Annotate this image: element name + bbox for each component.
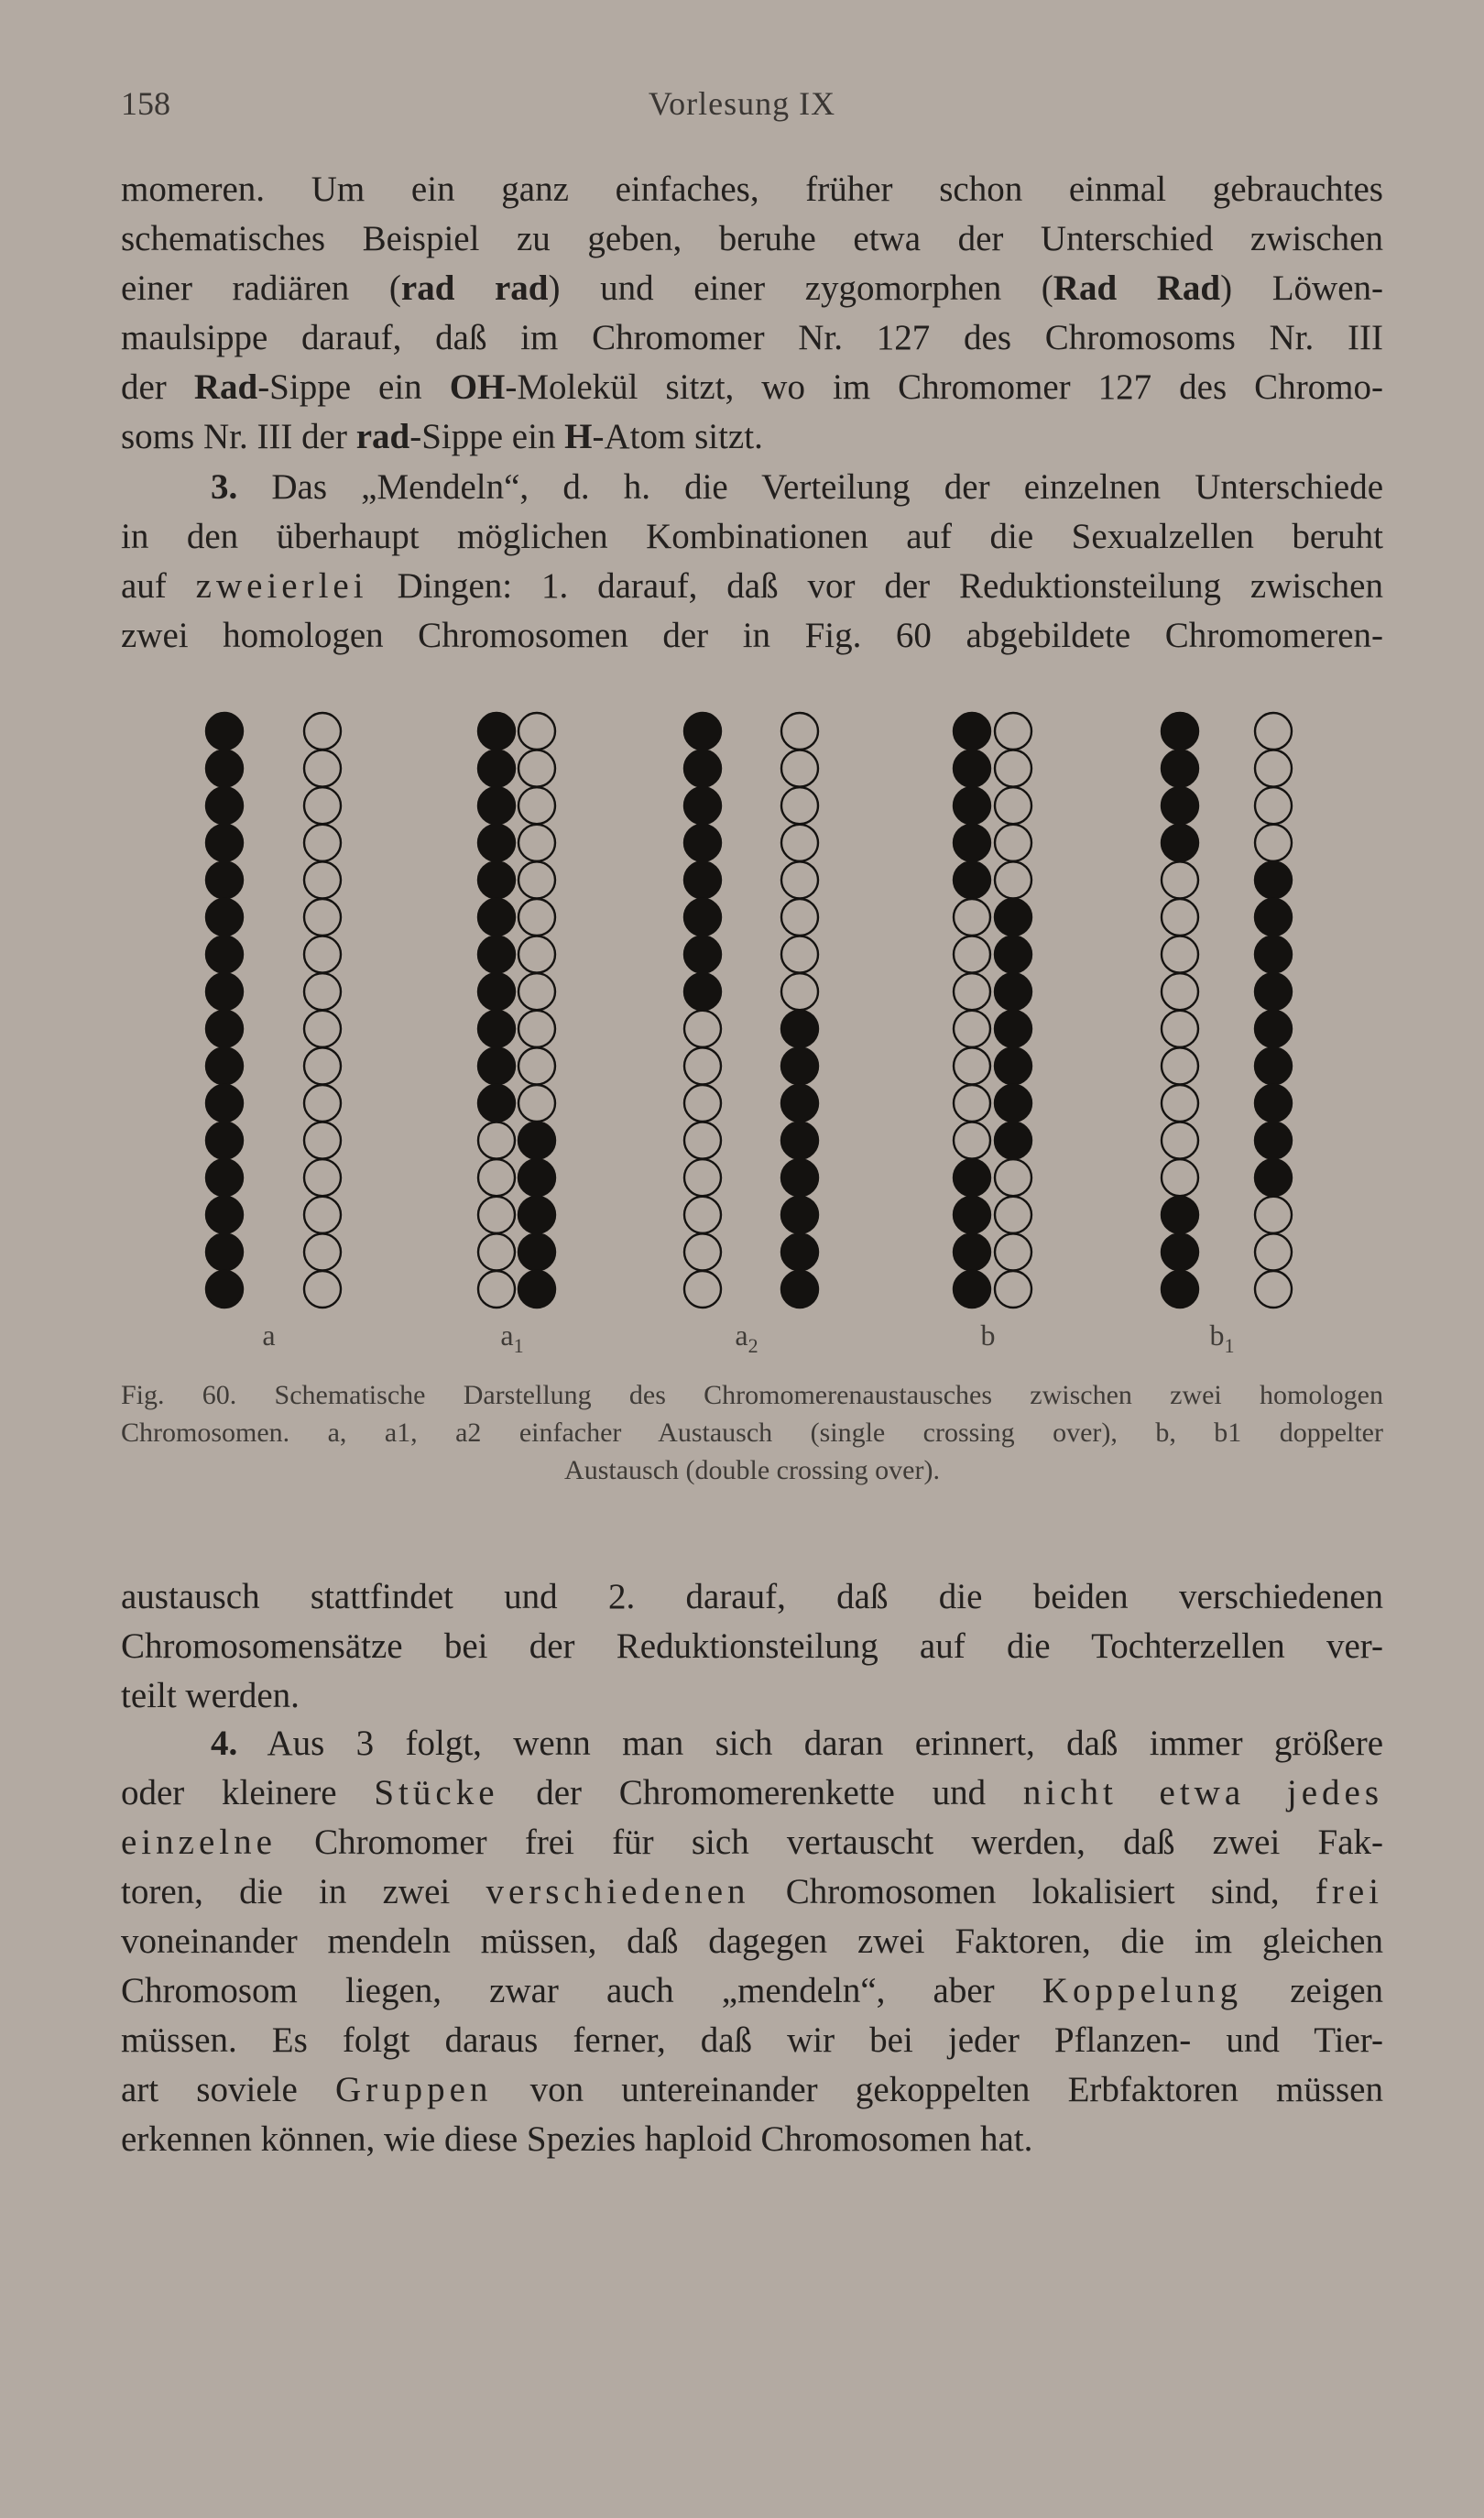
chromomere-white [304,1011,341,1047]
chromomere-black [684,973,721,1010]
pair-label: $a_1$ [500,1319,524,1357]
chromomere-black [1255,1047,1292,1084]
chromomere-white [1162,1011,1198,1047]
chromomere-black [684,787,721,824]
text-line: austausch stattfindet und 2. darauf, daß die beiden verschiedenen [121,1577,1383,1616]
chromomere-black [206,1197,243,1233]
chromomere-white [304,973,341,1010]
chromomere-white [518,899,555,936]
chromomere-white [304,861,341,898]
chromomere-black [1255,899,1292,936]
chromomere-black [954,787,990,824]
chromomere-white [1162,1085,1198,1122]
chromomere-white [1255,1233,1292,1270]
chromomere-white [1255,787,1292,824]
chromomere-white [1162,1159,1198,1196]
chromomere-black [518,1159,555,1196]
text-line: maulsippe darauf, daß im Chromomer Nr. 127 des Chromosoms Nr. III [121,318,1383,357]
chromomere-white [684,1122,721,1159]
chromomere-black [1255,1011,1292,1047]
chromomere-black [206,1159,243,1196]
text-line: einer radiären (rad rad) und einer zygomorphen (Rad Rad) Löwen- [121,268,1384,308]
chromomere-black [206,936,243,973]
chromomere-black [206,1085,243,1122]
chromomere-black [206,1011,243,1047]
chromomere-black [1162,825,1198,861]
chromomere-black [995,1085,1031,1122]
chromomere-white [304,1085,341,1122]
chromomere-white [304,1122,341,1159]
chromomere-black [1255,1122,1292,1159]
text-line: Chromosomensätze bei der Reduktionsteilung auf die Tochterzellen ver- [121,1626,1383,1666]
chromomere-white [518,1047,555,1084]
chromomere-white [781,973,818,1010]
chromomere-white [478,1197,515,1233]
page-number: 158 [121,85,170,122]
chromomere-white [781,825,818,861]
chromomere-black [954,1271,990,1308]
chromomere-black [995,899,1031,936]
chromomere-black [781,1233,818,1270]
chromomere-white [304,713,341,750]
text-line: müssen. Es folgt daraus ferner, daß wir bei jeder Pflanzen- und Tier- [121,2020,1383,2060]
chromomere-black [478,1085,515,1122]
chromomere-white [518,936,555,973]
chromomere-black [478,825,515,861]
caption-line: Austausch (double crossing over). [564,1455,940,1485]
chromomere-black [954,861,990,898]
pair-label: a [262,1319,276,1352]
chromomere-black [781,1047,818,1084]
chromomere-black [781,1011,818,1047]
chromosome-pair-b [954,713,1031,1308]
chromomere-black [1162,750,1198,787]
text-line: zwei homologen Chromosomen der in Fig. 60 abgebildete Chromomeren- [121,616,1383,655]
text-line: schematisches Beispiel zu geben, beruhe etwa der Unterschied zwischen [121,219,1383,258]
chromomere-black [1162,1197,1198,1233]
chromomere-white [1255,750,1292,787]
chromomere-black [684,936,721,973]
chromomere-white [684,1047,721,1084]
figure-number: Fig. 60. [121,1380,237,1410]
chromomere-white [684,1233,721,1270]
chromosome-pair-b1 [1162,713,1292,1308]
chromomere-black [206,787,243,824]
chromomere-black [995,1122,1031,1159]
chromomere-black [478,750,515,787]
chromomere-black [206,713,243,750]
chromomere-white [781,861,818,898]
chromomere-black [518,1233,555,1270]
chromomere-black [478,973,515,1010]
chromomere-black [478,787,515,824]
chromomere-white [1255,825,1292,861]
text-line: 3. Das „Mendeln“, d. h. die Verteilung der einzelnen Unterschiede [211,467,1383,507]
chromomere-white [478,1233,515,1270]
pair-label: b [980,1319,996,1352]
paragraph-4 [121,1719,1383,2164]
chromomere-white [518,973,555,1010]
chromomere-white [304,1047,341,1084]
chromomere-white [304,1159,341,1196]
chromomere-white [478,1122,515,1159]
chromomere-white [518,750,555,787]
chromomere-white [478,1159,515,1196]
chromomere-black [954,1159,990,1196]
chromomere-white [684,1197,721,1233]
chromomere-white [995,1159,1031,1196]
chromomere-black [995,1011,1031,1047]
chromomere-black [1255,973,1292,1010]
chromomere-white [781,787,818,824]
text-line: momeren. Um ein ganz einfaches, früher schon einmal gebrauchtes [121,170,1383,209]
chromomere-black [954,750,990,787]
chromomere-black [478,713,515,750]
chromomere-white [304,1233,341,1270]
chromomere-white [954,899,990,936]
chromomere-white [518,1085,555,1122]
chromomere-white [478,1271,515,1308]
text-line: Chromosom liegen, zwar auch „mendeln“, aber Koppelung zeigen [121,1971,1383,2010]
chromomere-white [1255,1271,1292,1308]
chromomere-white [781,750,818,787]
chromomere-white [954,1085,990,1122]
chromomere-black [1255,1159,1292,1196]
chromomere-white [954,973,990,1010]
chromomere-white [684,1011,721,1047]
chromomere-white [1255,1197,1292,1233]
chromomere-black [206,973,243,1010]
chromomere-black [781,1197,818,1233]
chromomere-black [781,1085,818,1122]
chromomere-white [954,936,990,973]
chromomere-black [1162,787,1198,824]
chromomere-white [954,1122,990,1159]
chromomere-black [478,1011,515,1047]
running-title: Vorlesung IX [648,85,836,122]
chromomere-black [684,825,721,861]
chromosome-pair-a2 [684,713,818,1308]
chromomere-white [684,1159,721,1196]
chromomere-black [781,1159,818,1196]
chromomere-black [954,825,990,861]
chromomere-white [995,861,1031,898]
chromomere-white [304,899,341,936]
chromomere-white [781,899,818,936]
chromomere-white [954,1047,990,1084]
chromomere-black [206,1047,243,1084]
text-line: teilt werden. [121,1676,300,1715]
chromomere-white [1162,936,1198,973]
item-number: 3. [211,467,238,507]
chromomere-black [518,1122,555,1159]
chromomere-white [304,1271,341,1308]
chromomere-black [1162,713,1198,750]
caption-line: Fig. 60. Schematische Darstellung des Chromomerenaustausches zwischen zwei homologen [121,1380,1383,1410]
item-number: 4. [211,1724,238,1763]
paragraph-3 [121,1572,1383,1721]
chromomere-black [518,1197,555,1233]
chromomere-black [954,1197,990,1233]
chromomere-white [1162,973,1198,1010]
chromomere-white [1162,861,1198,898]
chromosome-pair-a [206,713,341,1308]
chromomere-black [478,899,515,936]
text-line: oder kleinere Stücke der Chromomerenkette und nicht etwa jedes [121,1773,1384,1812]
chromomere-black [518,1271,555,1308]
chromomere-white [1162,899,1198,936]
chromomere-white [781,936,818,973]
text-line: soms Nr. III der rad-Sippe ein H-Atom sitzt. [121,417,763,456]
chromomere-black [478,861,515,898]
pair-label: $b_1$ [1209,1319,1235,1357]
chromomere-black [995,936,1031,973]
chromomere-white [304,1197,341,1233]
chromomere-white [995,1197,1031,1233]
chromomere-white [995,787,1031,824]
chromomere-black [1162,1271,1198,1308]
chromomere-black [206,1233,243,1270]
chromomere-white [304,787,341,824]
chromomere-white [518,1011,555,1047]
chromomere-white [684,1271,721,1308]
chromomere-white [518,787,555,824]
text-line: in den überhaupt möglichen Kombinationen auf die Sexualzellen beruht [121,517,1383,556]
chromomere-black [206,750,243,787]
chromomere-black [995,973,1031,1010]
chromomere-white [304,825,341,861]
chromomere-white [518,861,555,898]
chromomere-black [684,899,721,936]
chromomere-black [1162,1233,1198,1270]
chromomere-white [1162,1122,1198,1159]
genotype-rad-rad: rad rad [400,268,549,308]
chromomere-white [304,750,341,787]
text-line: erkennen können, wie diese Spezies haploid Chromosomen hat. [121,2119,1033,2159]
chromomere-white [518,825,555,861]
figure-caption [121,1376,1383,1489]
caption-line: Chromosomen. a, a1, a2 einfacher Austausch (single crossing over), b, b1 doppelter [121,1418,1383,1448]
chromomere-white [995,1233,1031,1270]
text-line: auf zweierlei Dingen: 1. darauf, daß vor der Reduktionsteilung zwischen [121,566,1383,606]
text-line: der Rad-Sippe ein OH-Molekül sitzt, wo im Chromomer 127 des Chromo- [121,367,1383,407]
chromomere-black [206,861,243,898]
text-line: art soviele Gruppen von untereinander gekoppelten Erbfaktoren müssen [121,2070,1383,2109]
chromomere-black [1255,1085,1292,1122]
chromomere-white [995,750,1031,787]
chromomere-black [995,1047,1031,1084]
text-line: voneinander mendeln müssen, daß dagegen zwei Faktoren, die im gleichen [121,1921,1383,1961]
chromomere-black [478,1047,515,1084]
chromomere-white [1162,1047,1198,1084]
chromomere-white [954,1011,990,1047]
chromomere-black [684,713,721,750]
chromomere-white [995,713,1031,750]
chromomere-black [1255,861,1292,898]
chromomere-black [206,825,243,861]
chromomere-black [206,1271,243,1308]
text-line: 4. Aus 3 folgt, wenn man sich daran erinnert, daß immer größere [211,1724,1383,1763]
chromomere-white [304,936,341,973]
text-line: toren, die in zwei verschiedenen Chromosomen lokalisiert sind, frei [121,1872,1383,1911]
chromomere-white [1255,713,1292,750]
chromomere-white [684,1085,721,1122]
genotype-Rad-Rad: Rad Rad [1053,268,1221,308]
chromomere-black [954,1233,990,1270]
chromomere-white [518,713,555,750]
chromomere-black [781,1271,818,1308]
chromomere-black [781,1122,818,1159]
chromomere-black [1255,936,1292,973]
chromomere-white [995,1271,1031,1308]
chromomere-white [781,713,818,750]
chromomere-black [684,861,721,898]
chromomere-black [478,936,515,973]
chromosome-pair-a1 [478,713,555,1308]
chromomere-black [206,899,243,936]
chromomere-white [995,825,1031,861]
chromomere-black [684,750,721,787]
text-line: einzelne Chromomer frei für sich vertauscht werden, daß zwei Fak- [121,1823,1383,1862]
pair-label: $a_2$ [735,1319,758,1357]
chromomere-black [206,1122,243,1159]
chromomere-black [954,713,990,750]
